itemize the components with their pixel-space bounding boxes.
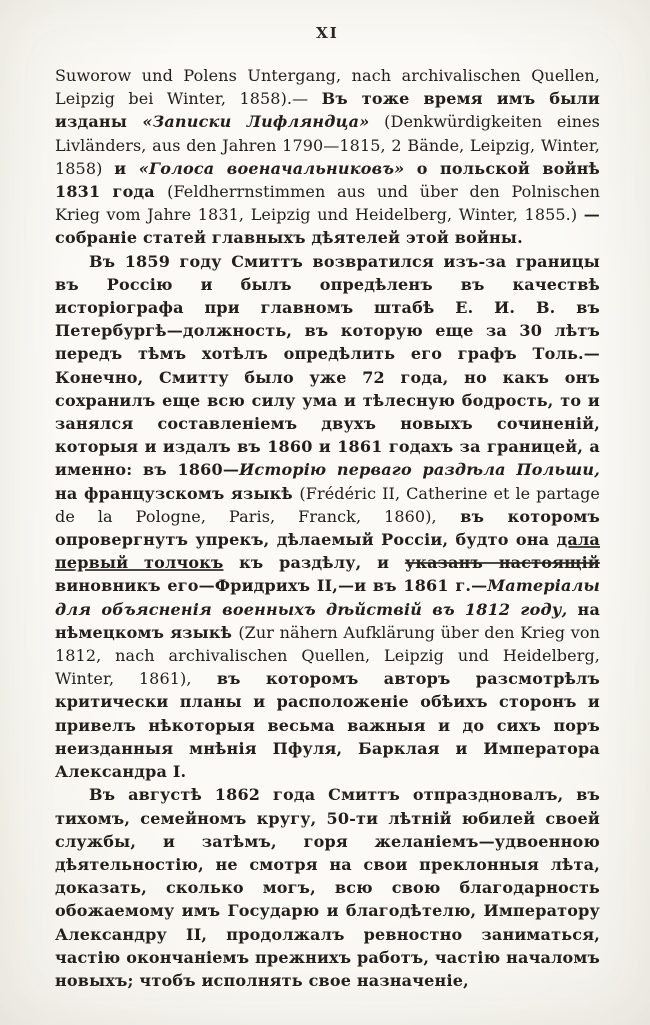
text-run: (Frédéric II, Catherine et le partage de la Pologne, Paris, Franck, 1860), <box>55 483 600 526</box>
text-run: Матеріалы для объясненія военныхъ дѣйствій въ 1812 году, <box>55 576 600 619</box>
text-run: Suworow und Polens Untergang, nach archivalischen Quellen, Leipzig bei Winter, 1858).— <box>55 66 600 109</box>
text-run: въ которомъ опровергнутъ упрекъ, дѣлаемый Россіи, будто она <box>55 506 601 550</box>
text-run: Исторію перваго раздѣла Польши, <box>239 460 600 480</box>
text-run: къ раздѣлу, и <box>223 553 405 573</box>
text-run: дала первый толчокъ <box>55 530 600 573</box>
text-run: «Записки Лифляндца» <box>142 112 370 132</box>
text-run: указанъ настоящій <box>404 553 600 573</box>
text-run: (Zur nähern Aufklärung über den Krieg von 1812, nach archivalischen Quellen, Leipzig und Heidelberg, Winter, 1861), <box>55 622 601 689</box>
text-run: — собраніе статей главныхъ дѣятелей этой войны. <box>55 205 600 248</box>
text-run: на французскомъ языкѣ <box>55 483 300 503</box>
text-run: въ которомъ авторъ разсмотрѣлъ критически планы и расположеніе обѣихъ сторонъ и привелъ нѣкоторыя весьма важныя и до сихъ поръ неизданныя мнѣнія Пфуля, Барклая и Императора Александра I. <box>55 669 600 782</box>
text-run: «Голоса военачальниковъ» <box>138 158 405 178</box>
page-text-block <box>55 64 600 992</box>
text-run: Въ августѣ 1862 года Смиттъ отпраздновалъ, въ тихомъ, семейномъ кругу, 50-ти лѣтній юбилей своей службы, и затѣмъ, горя желаніемъ—удвоенною дѣятельностію, не смотря на свои преклонныя лѣта, доказать, сколько могъ, всю свою благодарность обожаемому имъ Государю и благодѣтелю, Императору Александру II, продолжалъ ревностно заниматься, частію окончаніемъ прежнихъ работъ, частію началомъ новыхъ; чтобъ исполнять свое назначеніе, <box>55 785 600 990</box>
paragraph <box>55 64 600 250</box>
text-run: на нѣмецкомъ языкѣ <box>55 599 601 642</box>
paragraph <box>55 250 600 784</box>
text-run: и <box>114 158 139 178</box>
page-number: XI <box>316 24 339 42</box>
text-run: (Feldherrnstimmen aus und über den Polnischen Krieg vom Jahre 1831, Leipzig und Heidelberg, Winter, 1855.) <box>55 182 600 225</box>
text-run: виновникъ его—Фридрихъ II,—и въ 1861 г.— <box>55 576 488 596</box>
text-run: Въ 1859 году Смиттъ возвратился изъ-за границы въ Россію и былъ опредѣленъ въ качествѣ исторіографа при главномъ штабѣ Е. И. В. въ Петербургѣ—должность, въ которую еще за 30 лѣтъ передъ тѣмъ хотѣлъ опредѣлить его графъ Толь.—Конечно, Смитту было уже 72 года, но какъ онъ сохранилъ еще всю силу ума и тѣлесную бодрость, то и занялся составленіемъ двухъ новыхъ сочиненій, которыя и издалъ въ 1860 и 1861 годахъ за границей, а именно: въ 1860— <box>55 251 600 480</box>
text-run: Въ тоже время имъ были изданы <box>55 89 600 132</box>
text-run: о польской войнѣ 1831 года <box>55 158 600 202</box>
paragraph <box>55 783 600 992</box>
text-run: (Denkwürdigkeiten eines Livländers, aus den Jahren 1790—1815, 2 Bände, Leipzig, Winter, 1858) <box>55 112 600 178</box>
